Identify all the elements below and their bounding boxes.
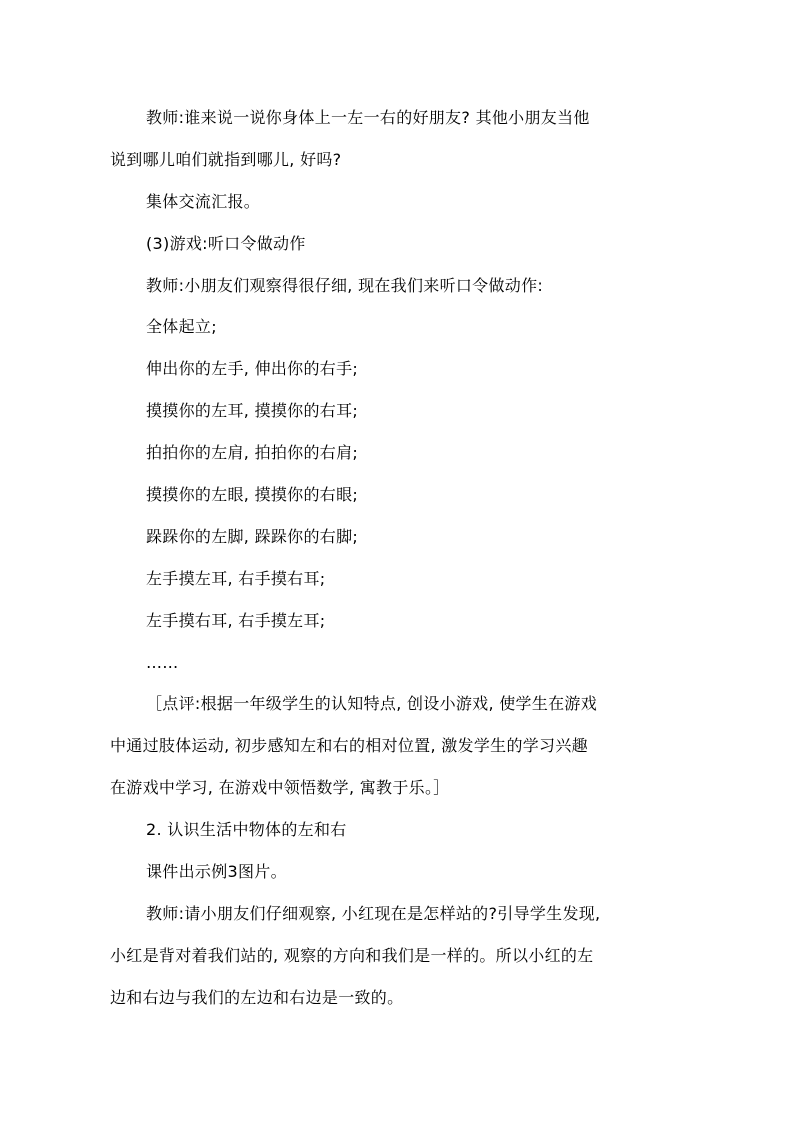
text-line: 边和右边与我们的左边和右边是一致的。: [110, 987, 404, 1007]
paragraph: [110, 809, 710, 851]
text-line: 中通过肢体运动, 初步感知左和右的相对位置, 激发学生的学习兴趣: [110, 736, 588, 756]
text-line: 左手摸右耳, 右手摸左耳;: [146, 610, 326, 630]
text-line: ……: [146, 652, 179, 672]
text-line: 摸摸你的左耳, 摸摸你的右耳;: [146, 401, 359, 421]
paragraph: [110, 851, 710, 893]
text-line: 2. 认识生活中物体的左和右: [146, 820, 347, 840]
text-line: 教师:小朋友们观察得很仔细, 现在我们来听口令做动作:: [146, 275, 544, 295]
text-line: 小红是背对着我们站的, 观察的方向和我们是一样的。所以小红的左: [110, 945, 594, 965]
paragraph: [110, 600, 710, 642]
text-line: 教师:请小朋友们仔细观察, 小红现在是怎样站的?引导学生发现,: [146, 903, 601, 923]
text-line: 说到哪儿咱们就指到哪儿, 好吗?: [110, 149, 342, 169]
text-line: 在游戏中学习, 在游戏中领悟数学, 寓教于乐。］: [110, 778, 450, 798]
paragraph: [110, 348, 710, 390]
paragraph: [110, 642, 710, 684]
paragraph: [110, 558, 710, 600]
paragraph: [110, 893, 710, 1019]
text-line: 教师:谁来说一说你身体上一左一右的好朋友? 其他小朋友当他: [146, 108, 590, 127]
paragraph: [110, 306, 710, 348]
paragraph: [110, 516, 710, 558]
text-line: (3)游戏:听口令做动作: [146, 233, 306, 253]
text-line: 左手摸左耳, 右手摸右耳;: [146, 568, 326, 588]
text-line: 伸出你的左手, 伸出你的右手;: [146, 359, 359, 379]
text-line: 全体起立;: [146, 317, 217, 337]
text-line: 课件出示例3图片。: [146, 862, 287, 882]
paragraph: [110, 474, 710, 516]
paragraph: [110, 390, 710, 432]
text-line: 拍拍你的左肩, 拍拍你的右肩;: [146, 443, 359, 463]
paragraph: [110, 683, 710, 809]
paragraph: [110, 181, 710, 223]
document-page: [110, 97, 710, 1019]
text-line: ［点评:根据一年级学生的认知特点, 创设小游戏, 使学生在游戏: [146, 694, 598, 714]
paragraph: [110, 432, 710, 474]
text-line: 集体交流汇报。: [146, 191, 261, 211]
paragraph: [110, 265, 710, 307]
paragraph: [110, 97, 710, 181]
paragraph: [110, 223, 710, 265]
text-line: 跺跺你的左脚, 跺跺你的右脚;: [146, 526, 359, 546]
text-line: 摸摸你的左眼, 摸摸你的右眼;: [146, 485, 359, 505]
